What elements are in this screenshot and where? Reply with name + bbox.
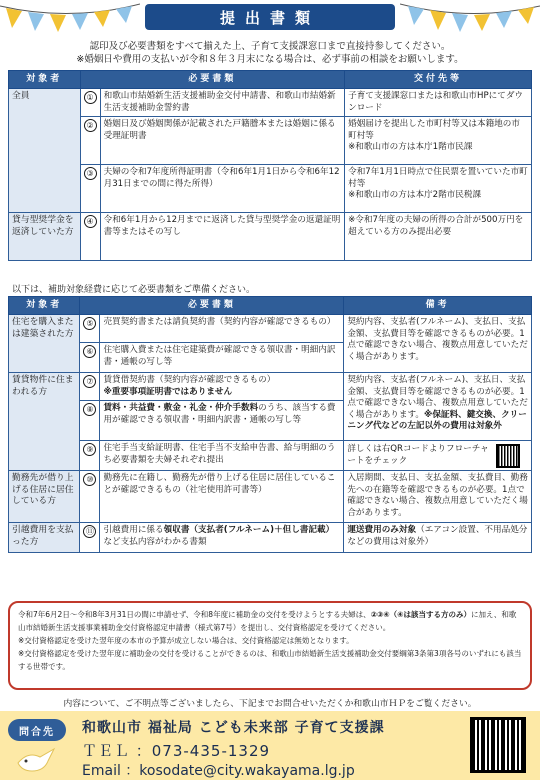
- header-documents: 必要書類: [80, 297, 344, 315]
- document-cell: [100, 523, 344, 553]
- row-number: ⑪: [80, 523, 100, 553]
- intro-line-1: 認印及び必要書類をすべて揃えた上、子育て支援課窓口まで直接持参してください。: [89, 41, 451, 52]
- document-cell: 売買契約書または請負契約書（契約内容が確認できるもの）: [100, 315, 344, 343]
- notice-paragraph-3: ※交付資格認定を受けた翌年度に補助金の交付を受けることができるのは、和歌山市結婚新生活支援補助金交付要綱第3条第3項各号のいずれにも該当する世帯です。: [18, 649, 522, 671]
- document-cell: 夫婦の令和7年度所得証明書（令和6年1月1日から令和6年12月31日までの間に得た所得）: [100, 165, 344, 213]
- issuer-cell: 令和7年1月1日時点で住民票を置いていた市町村等 ※和歌山市の方は本庁2階市民税課: [345, 165, 532, 213]
- row-number: ⑦: [80, 373, 100, 401]
- document-text: 賃貸借契約書（契約内容が確認できるもの）: [103, 375, 276, 385]
- document-bold-note: ※重要事項証明書ではありません: [103, 386, 233, 397]
- remarks-cell: [344, 523, 532, 553]
- document-cell: [100, 401, 344, 441]
- category-rental: 賃貸物件に住まわれる方: [9, 373, 80, 471]
- bird-icon: [14, 745, 60, 775]
- row-number: ⑨: [80, 441, 100, 471]
- document-text: 引越費用に係る: [103, 525, 164, 535]
- document-cell: 住宅手当支給証明書、住宅手当不支給申告書、給与明細のうち必要書類を夫婦それぞれ提出: [100, 441, 344, 471]
- contact-section: [0, 711, 540, 780]
- department-name: 和歌山市 福祉局 こども未来部 子育て支援課: [82, 720, 385, 736]
- qr-code-icon[interactable]: [496, 444, 520, 468]
- table-header-row: [9, 71, 532, 89]
- row-number: ⑥: [80, 343, 100, 373]
- contact-badge: 問合先: [8, 719, 66, 741]
- remarks-bold-note: ※保証料、鍵交換、クリーニング代などの左記以外の費用は対象外: [347, 409, 527, 431]
- header-documents: 必要書類: [80, 71, 344, 89]
- document-cell: 住宅購入費または住宅建築費が確認できる領収書・明細内訳書・通帳の写し等: [100, 343, 344, 373]
- row-number: ⑧: [80, 401, 100, 441]
- website-qr-code-icon[interactable]: [470, 717, 526, 773]
- contact-email[interactable]: Email ：kosodate@city.wakayama.lg.jp: [82, 763, 355, 779]
- remarks-text: 契約内容、支払者(フルネーム)、支払日、支払金額、支払費目等を確認できるものが必要。1点で確認できない場合、複数点用意していただく場合があります。: [347, 375, 528, 420]
- table-row: [9, 117, 532, 165]
- expense-documents-table: [8, 296, 532, 553]
- category-home-purchase: 住宅を購入または建築された方: [9, 315, 80, 373]
- issuer-cell: 子育て支援課窓口または和歌山市HPにてダウンロード: [345, 89, 532, 117]
- bunting-flags-left: [0, 0, 140, 34]
- remarks-cell: [344, 441, 532, 471]
- document-cell: 婚姻日及び婚姻関係が記載された戸籍謄本または婚姻に係る受理証明書: [100, 117, 344, 165]
- notice-text: に加え、和歌山市結婚新生活支援事業補助金交付資格認定申請書（様式第7号）を提出し、交付資格認定を受けてください。: [18, 610, 517, 632]
- notice-text: 令和7年6月2日～令和8年3月31日の間に申請せず、令和8年度に補助金の交付を受けようとする夫婦は、: [18, 610, 371, 619]
- header-target: 対象者: [9, 71, 81, 89]
- issuer-cell: 婚姻届けを提出した市町村等又は本籍地の市町村等 ※和歌山市の方は本庁1階市民課: [345, 117, 532, 165]
- table-row: [9, 89, 532, 117]
- remarks-text: 詳しくは右QRコードよりフローチャートをチェック: [347, 444, 489, 466]
- document-text: など支払内容がわかる書類: [103, 536, 207, 547]
- remarks-text: （エアコン設置、不用品処分などの費用は対象外）: [347, 525, 528, 547]
- row-number: ⑩: [80, 471, 100, 523]
- contact-phone[interactable]: ＴＥＬ ：073-435-1329: [82, 742, 271, 760]
- table-row: [9, 213, 532, 261]
- remarks-cell: 契約内容、支払者(フルネーム)、支払日、支払金額、支払費目等を確認できるものが必要。1点で確認できない場合、複数点用意していただく場合があります。: [344, 315, 532, 373]
- table-row: [9, 315, 532, 343]
- table-row: [9, 373, 532, 401]
- remarks-bold-note: 運送費用のみ対象: [347, 525, 417, 535]
- row-number: ④: [80, 213, 100, 261]
- table-row: [9, 471, 532, 523]
- category-company-housing: 勤務先が借り上げる住居に居住している方: [9, 471, 80, 523]
- document-cell: 和歌山市結婚新生活支援補助金交付申請書、和歌山市結婚新生活支援補助金誓約書: [100, 89, 344, 117]
- notice-paragraph-2: ※交付資格認定を受けた翌年度の本市の予算が成立しない場合は、交付資格認定は無効となります。: [18, 636, 354, 645]
- row-number: ③: [80, 165, 100, 213]
- document-bold-lead: 賃料・共益費・敷金・礼金・仲介手数料: [103, 403, 259, 413]
- remarks-cell: [344, 373, 532, 441]
- table-row: [9, 441, 532, 471]
- section-note: 以下は、補助対象経費に応じて必要書類をご準備ください。: [12, 285, 256, 295]
- header-remarks: 備考: [344, 297, 532, 315]
- notice-paragraph-1: [18, 608, 522, 634]
- document-text: のうち、該当する費用が確認できる領収書・明細内訳書・通帳の写し等: [103, 403, 336, 425]
- notice-bold: ②③④（④は該当する方のみ）: [370, 610, 471, 619]
- remarks-cell: 入居期間、支払日、支払金額、支払費目、勤務先への在籍等を確認できるものが必要。1点で確認できない場合、複数点用意していただく場合があります。: [344, 471, 532, 523]
- document-cell: 令和6年1月から12月までに返済した貸与型奨学金の返還証明書等またはその写し: [100, 213, 344, 261]
- row-number: ②: [80, 117, 100, 165]
- inquiry-text: 内容について、ご不明点等ございましたら、下記までお問合せいただくか和歌山市ＨＰをご覧ください。: [63, 699, 477, 709]
- page-title: 提出書類: [145, 4, 395, 30]
- category-scholarship: 貸与型奨学金を返済していた方: [9, 213, 81, 261]
- header-issuer: 交付先等: [345, 71, 532, 89]
- notice-box: [8, 601, 532, 690]
- table-row: [9, 523, 532, 553]
- intro-line-2: ※婚姻日や費用の支払いが令和８年３月末になる場合は、必ず事前の相談をお願いします。: [76, 54, 464, 65]
- category-moving: 引越費用を支払った方: [9, 523, 80, 553]
- document-bold-note: 領収書（支払者(フルネーム)＋但し書記載）: [163, 525, 335, 535]
- row-number: ①: [80, 89, 100, 117]
- row-number: ⑤: [80, 315, 100, 343]
- required-documents-table: [8, 70, 532, 261]
- intro-text: [8, 40, 532, 66]
- category-all: 全員: [9, 89, 81, 213]
- issuer-cell: ※令和7年度の夫婦の所得の合計が500万円を超えている方のみ提出必要: [345, 213, 532, 261]
- table-header-row: [9, 297, 532, 315]
- bunting-flags-right: [400, 0, 540, 34]
- document-cell: [100, 373, 344, 401]
- table-row: [9, 165, 532, 213]
- header-target: 対象者: [9, 297, 80, 315]
- document-cell: 勤務先に在籍し、勤務先が借り上げる住居に居住していることが確認できるもの（社宅使用許可書等）: [100, 471, 344, 523]
